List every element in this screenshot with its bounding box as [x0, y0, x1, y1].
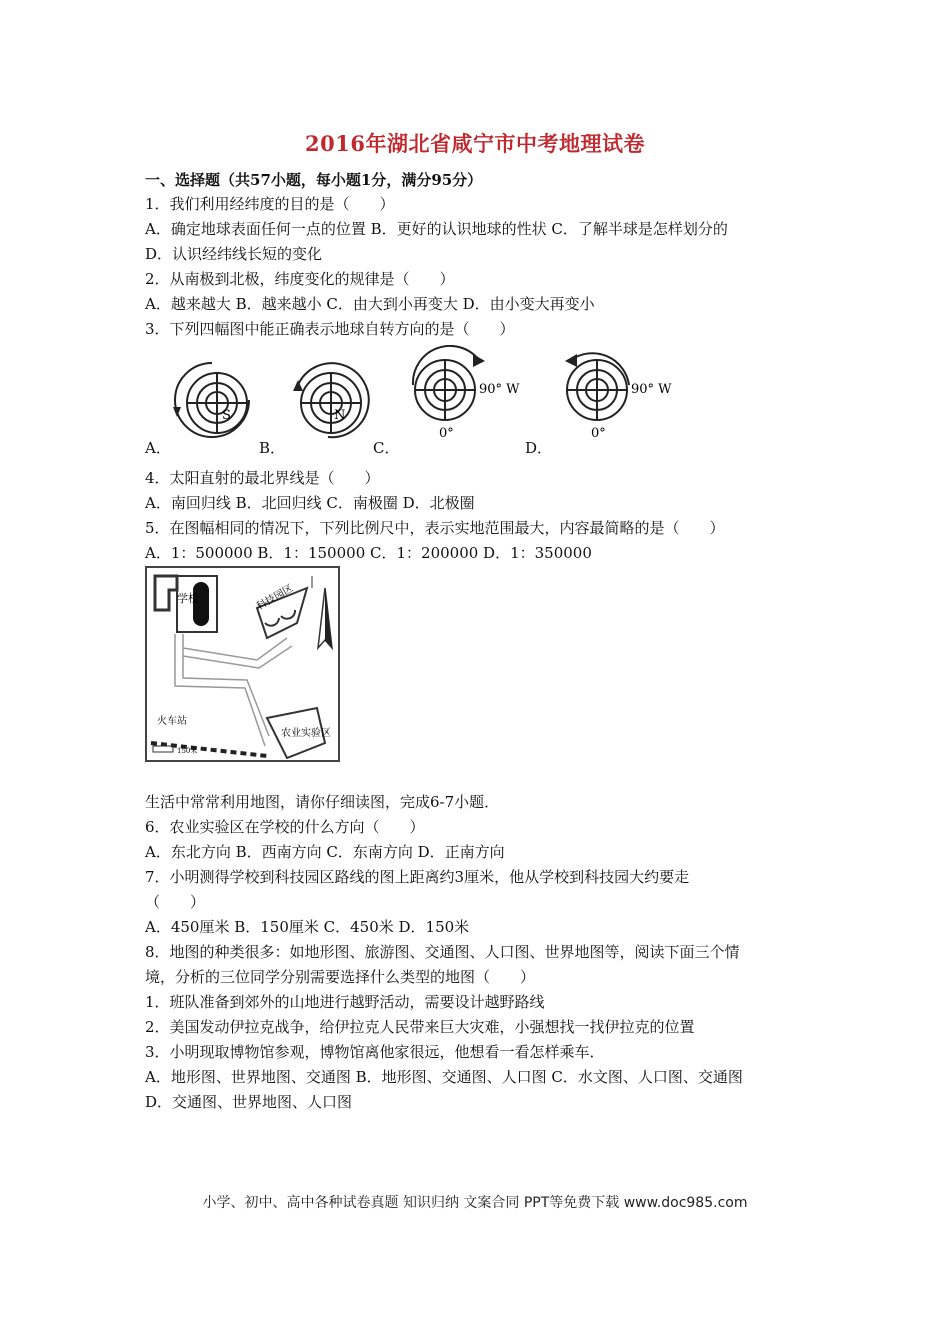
question-line: A．1：500000 B．1：150000 C．1：200000 D．1：350000 [145, 544, 592, 562]
map-drawing [147, 568, 338, 760]
map-label-science-park: 科技园区 [255, 583, 296, 613]
map-label-agri-zone: 农业实验区 [281, 728, 331, 739]
question-line: A．确定地球表面任何一点的位置 B．更好的认识地球的性状 C．了解半球是怎样划分的 [145, 220, 728, 238]
map-scale-label: 150米 [177, 747, 198, 755]
page-footer: 小学、初中、高中各种试卷真题 知识归纳 文案合同 PPT等免费下载 www.doc985.com [202, 1195, 748, 1211]
rotation-figures [145, 355, 705, 460]
question-line: 8．地图的种类很多：如地形图、旅游图、交通图、人口图、世界地图等，阅读下面三个情 [145, 943, 740, 961]
pole-label-n: N [334, 408, 346, 423]
question-line: 6．农业实验区在学校的什么方向（ ） [145, 818, 425, 836]
question-line: 2．美国发动伊拉克战争，给伊拉克人民带来巨大灾难，小强想找一找伊拉克的位置 [145, 1018, 695, 1036]
school-map [145, 566, 340, 762]
globe-figure-b [283, 355, 373, 445]
question-line: 7．小明测得学校到科技园区路线的图上距离约3厘米，他从学校到科技园大约要走 [145, 868, 690, 886]
question-line: A．南回归线 B．北回归线 C．南极圈 D．北极圈 [145, 494, 475, 512]
question-line: 1．我们利用经纬度的目的是（ ） [145, 195, 395, 213]
lon-label-0: 0° [591, 426, 606, 441]
map-label-station: 火车站 [157, 716, 187, 727]
question-line: D．交通图、世界地图、人口图 [145, 1093, 353, 1111]
question-line: A．越来越大 B．越来越小 C．由大到小再变大 D．由小变大再变小 [145, 295, 595, 313]
question-line: A．450厘米 B．150厘米 C．450米 D．150米 [145, 918, 470, 936]
option-b-label: B． [259, 439, 286, 457]
option-c-label: C． [373, 439, 400, 457]
question-line: 生活中常常利用地图，请你仔细读图，完成6-7小题． [145, 793, 500, 811]
question-line: 1．班队准备到郊外的山地进行越野活动，需要设计越野路线 [145, 993, 545, 1011]
globe-figure-c [399, 345, 539, 445]
globe-figure-d [551, 345, 691, 445]
globe-figure-a [167, 355, 257, 445]
map-label-school: 学校 [177, 592, 199, 605]
question-line: （ ） [145, 893, 206, 911]
lon-label-0: 0° [439, 426, 454, 441]
question-line: D．认识经纬线长短的变化 [145, 245, 323, 263]
question-line: A．地形图、世界地图、交通图 B．地形图、交通图、人口图 C．水文图、人口图、交通图 [145, 1068, 743, 1086]
lon-label-90w: 90° W [479, 382, 520, 397]
pole-label-s: S [222, 408, 231, 423]
question-line: 4．太阳直射的最北界线是（ ） [145, 469, 380, 487]
lon-label-90w: 90° W [631, 382, 672, 397]
section-heading: 一、选择题（共57小题，每小题1分，满分95分） [145, 171, 483, 189]
question-line: 5．在图幅相同的情况下，下列比例尺中，表示实地范围最大，内容最简略的是（ ） [145, 519, 725, 537]
question-line: 境，分析的三位同学分别需要选择什么类型的地图（ ） [145, 968, 536, 986]
question-line: 2．从南极到北极，纬度变化的规律是（ ） [145, 270, 455, 288]
question-line: 3．小明现取博物馆参观，博物馆离他家很远，他想看一看怎样乘车． [145, 1043, 605, 1061]
question-line: A．东北方向 B．西南方向 C．东南方向 D．正南方向 [145, 843, 505, 861]
page-title: 2016年湖北省咸宁市中考地理试卷 [305, 131, 645, 156]
option-d-label: D． [525, 439, 553, 457]
option-a-label: A． [145, 439, 171, 457]
question-line: 3．下列四幅图中能正确表示地球自转方向的是（ ） [145, 320, 515, 338]
